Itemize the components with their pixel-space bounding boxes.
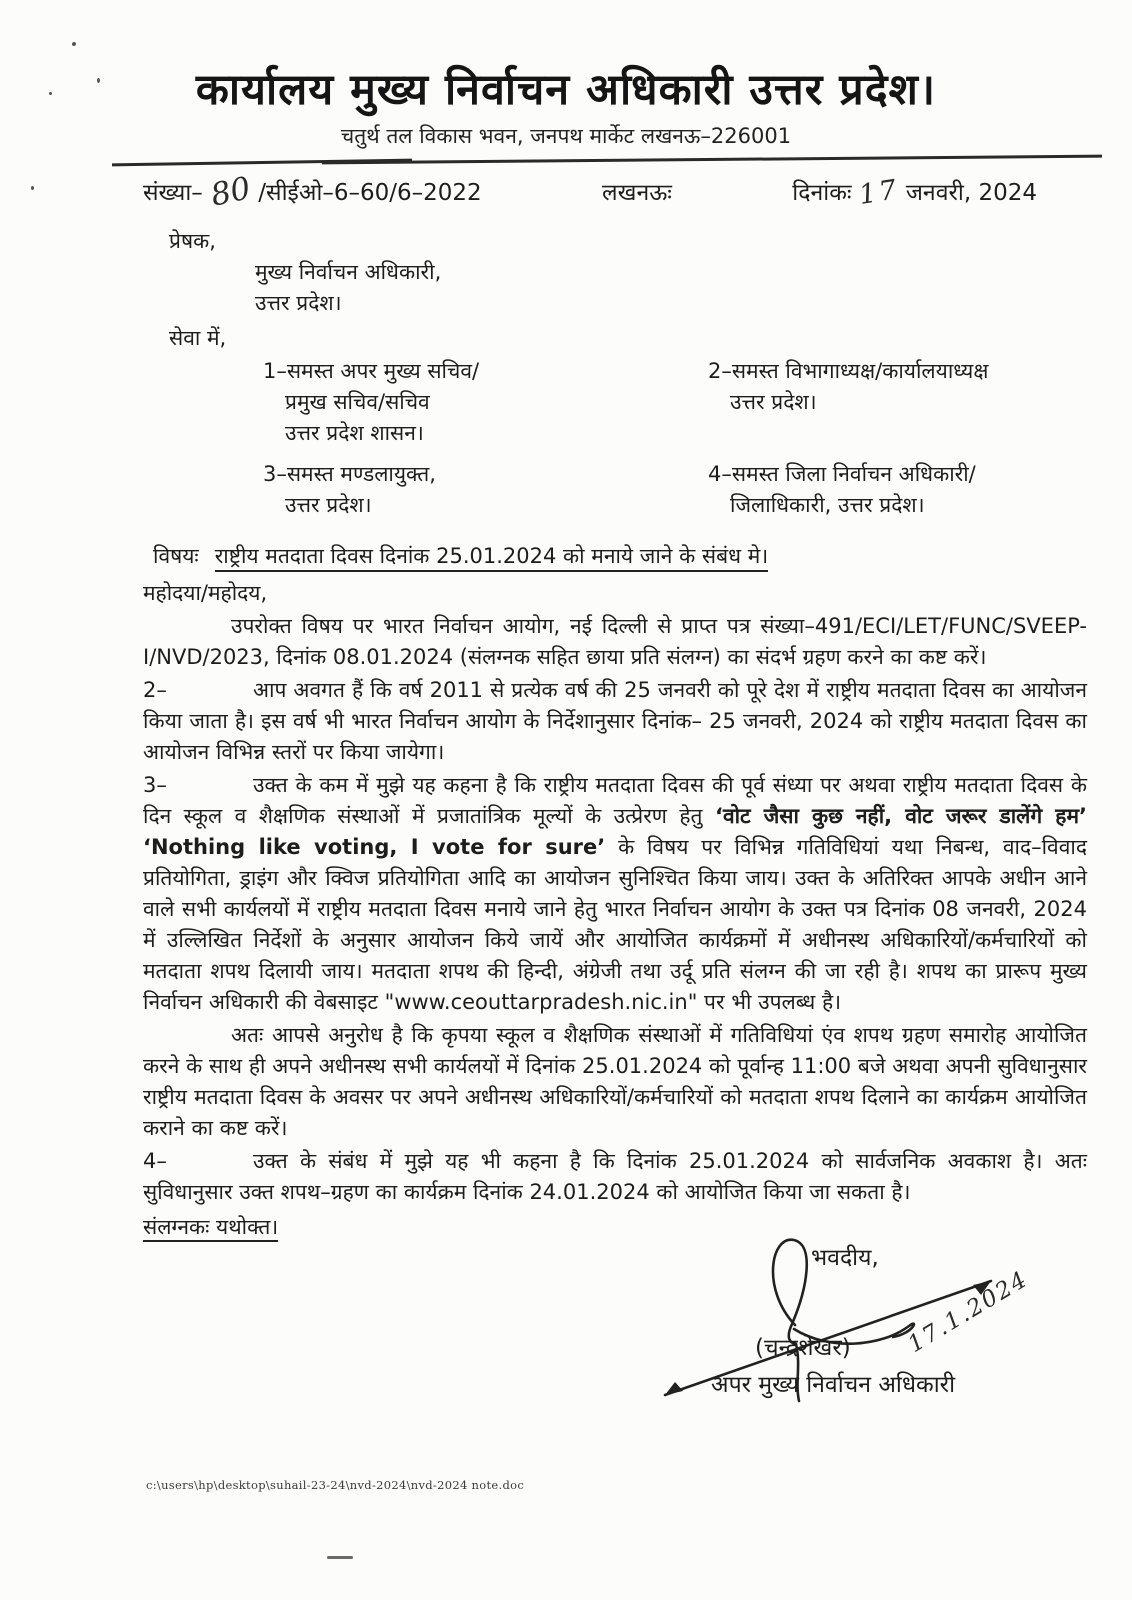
recipient-line: उत्तर प्रदेश। <box>730 389 817 414</box>
date <box>792 173 1037 211</box>
paragraph-3 <box>143 770 1087 1018</box>
paragraph-4 <box>143 1146 1087 1208</box>
divider-line-right <box>322 154 1102 164</box>
handwritten-signature-date: 17.1.2024 <box>903 1265 1033 1358</box>
recipient-line: 2–समस्त विभागाध्यक्ष/कार्यालयाध्यक्ष <box>708 358 989 383</box>
recipient-line: उत्तर प्रदेश शासन। <box>285 420 424 445</box>
recipient-item-2 <box>708 356 1087 449</box>
paragraph-3-number: 3– <box>143 772 167 797</box>
recipient-item-4 <box>708 459 1087 521</box>
subject-text: राष्ट्रीय मतदाता दिवस दिनांक 25.01.2024 को मनाये जाने के संबंध मे। <box>215 544 769 572</box>
reference-row <box>143 170 1037 214</box>
enclosure-text: संलग्नकः यथोक्त। <box>143 1215 278 1242</box>
recipient-line: जिलाधिकारी, उत्तर प्रदेश। <box>730 492 925 517</box>
paragraph-3-text-post: के विषय पर विभिन्न गतिविधियां यथा निबन्ध, वाद–विवाद प्रतियोगिता, ड्राइंग और क्विज प्रतियोगिता आदि का आयोजन सुनिश्चित किया जाय। उक्त के अतिरिक्त आपके अधीन आने वाले सभी कार्यलयों में राष्ट्रीय मतदाता दिवस मनाये जाने हेतु भारत निर्वाचन आयोग के उक्त पत्र दिनांक 08 जनवरी, 2024 में उल्लिखित निर्देशों के अनुसार आयोजन किये जायें और आयोजित कार्यक्रमों में अधीनस्थ अधिकारियों/कर्मचारियों को मतदाता शपथ दिलायी जाय। मतदाता शपथ की हिन्दी, अंग्रेजी तथा उर्दू प्रति संलग्न की जा रही है। शपथ का प्रारूप मुख्य निर्वाचन अधिकारी की वेबसाइट "www.ceouttarpradesh.nic.in" पर भी उपलब्ध है। <box>143 834 1088 1014</box>
recipient-item-1 <box>263 356 708 449</box>
recipient-item-3 <box>263 459 708 521</box>
sender-label: प्रेषक, <box>169 228 216 253</box>
handwritten-date-day: 17 <box>856 173 902 211</box>
scan-mark-dash <box>327 1556 353 1559</box>
reference-number <box>143 170 482 214</box>
handwritten-letter-number: 80 <box>207 170 254 214</box>
reference-number-rest: /सीईओ–6–60/6–2022 <box>258 179 482 206</box>
recipient-line: 3–समस्त मण्डलायुक्त, <box>263 461 436 486</box>
paragraph-2 <box>143 675 1087 768</box>
subject-label: विषयः <box>153 543 199 568</box>
paragraph-1: उपरोक्त विषय पर भारत निर्वाचन आयोग, नई दिल्ली से प्राप्त पत्र संख्या–491/ECI/LET/FUNC/SVEEP-I/NVD/2023, दिनांक 08.01.2024 (संलग्नक सहित छाया प्रति संलग्न) का संदर्भ ग्रहण करने का कष्ट करें। <box>143 613 1087 669</box>
reference-number-label: संख्या– <box>143 179 203 206</box>
recipient-list <box>263 356 1087 521</box>
office-title: कार्यालय मुख्य निर्वाचन अधिकारी उत्तर प्रदेश। <box>195 65 937 115</box>
scan-speck <box>97 78 100 83</box>
salutation: महोदया/महोदय, <box>143 580 268 605</box>
letterhead <box>0 0 1132 150</box>
scan-speck <box>49 92 52 95</box>
sender-line: मुख्य निर्वाचन अधिकारी, <box>255 259 442 284</box>
paragraph-4-number: 4– <box>143 1148 167 1173</box>
recipient-line: प्रमुख सचिव/सचिव <box>285 389 430 414</box>
paragraph-3-slogan: ‘वोट जैसा कुछ नहीं, वोट जरूर डालेंगे हम’ ‘Nothing like voting, I vote for sure’ <box>143 803 1087 859</box>
letter-body <box>143 226 1087 1409</box>
document-file-path: c:\users\hp\desktop\suhail-23-24\nvd-2024\nvd-2024 note.doc <box>146 1478 525 1492</box>
paragraph-request: अतः आपसे अनुरोध है कि कृपया स्कूल व शैक्षणिक संस्थाओं में गतिविधियां एंव शपथ ग्रहण समारोह आयोजित करने के साथ ही अपने अधीनस्थ सभी कार्यलयों में दिनांक 25.01.2024 को पूर्वान्ह 11:00 बजे अथवा अपनी सुविधानुसार राष्ट्रीय मतदाता दिवस के अवसर पर अपने अधीनस्थ अधिकारियों/कर्मचारियों को मतदाता शपथ दिलाने का कार्यक्रम आयोजित कराने का कष्ट करें। <box>143 1022 1087 1140</box>
date-label: दिनांकः <box>792 179 852 206</box>
sender-line: उत्तर प्रदेश। <box>255 290 342 315</box>
addressee-label: सेवा में, <box>169 325 227 350</box>
place: लखनऊः <box>602 179 672 206</box>
paragraph-3-text-pre: उक्त के कम में मुझे यह कहना है कि राष्ट्रीय मतदाता दिवस की पूर्व संध्या पर अथवा राष्ट्रीय मतदाता दिवस के दिन स्कूल व शैक्षणिक संस्थाओं में प्रजातांत्रिक मूल्यों के उत्प्रेरण हेतु <box>143 772 1087 828</box>
subject-row <box>153 541 1087 572</box>
recipient-line: उत्तर प्रदेश। <box>285 492 372 517</box>
signatory-designation: अपर मुख्य निर्वाचन अधिकारी <box>711 1371 956 1398</box>
signature-loop <box>773 1239 807 1343</box>
office-address: चतुर्थ तल विकास भवन, जनपथ मार्केट लखनऊ–226001 <box>340 123 792 148</box>
header-divider <box>112 154 1102 166</box>
signatory-name: (चन्द्रशेखर) <box>755 1334 851 1361</box>
scan-speck <box>31 186 34 190</box>
complimentary-close: भवदीय, <box>811 1244 879 1271</box>
paragraph-4-text: उक्त के संबंध में मुझे यह भी कहना है कि दिनांक 25.01.2024 को सार्वजनिक अवकाश है। अतः सुविधानुसार उक्त शपथ–ग्रहण का कार्यक्रम दिनांक 24.01.2024 को आयोजित किया जा सकता है। <box>143 1148 1087 1204</box>
recipient-line: 1–समस्त अपर मुख्य सचिव/ <box>263 358 480 383</box>
paragraph-2-number: 2– <box>143 677 167 702</box>
sender-block <box>255 257 1087 319</box>
date-rest: जनवरी, 2024 <box>905 179 1037 206</box>
signature-block <box>643 1227 1073 1409</box>
paragraph-2-text: आप अवगत हैं कि वर्ष 2011 से प्रत्येक वर्ष की 25 जनवरी को पूरे देश में राष्ट्रीय मतदाता दिवस का आयोजन किया जाता है। इस वर्ष भी भारत निर्वाचन आयोग के निर्देशानुसार दिनांक– 25 जनवरी, 2024 को राष्ट्रीय मतदाता दिवस का आयोजन विभिन्न स्तरों पर किया जायेगा। <box>143 677 1087 764</box>
recipient-line: 4–समस्त जिला निर्वाचन अधिकारी/ <box>708 461 976 486</box>
